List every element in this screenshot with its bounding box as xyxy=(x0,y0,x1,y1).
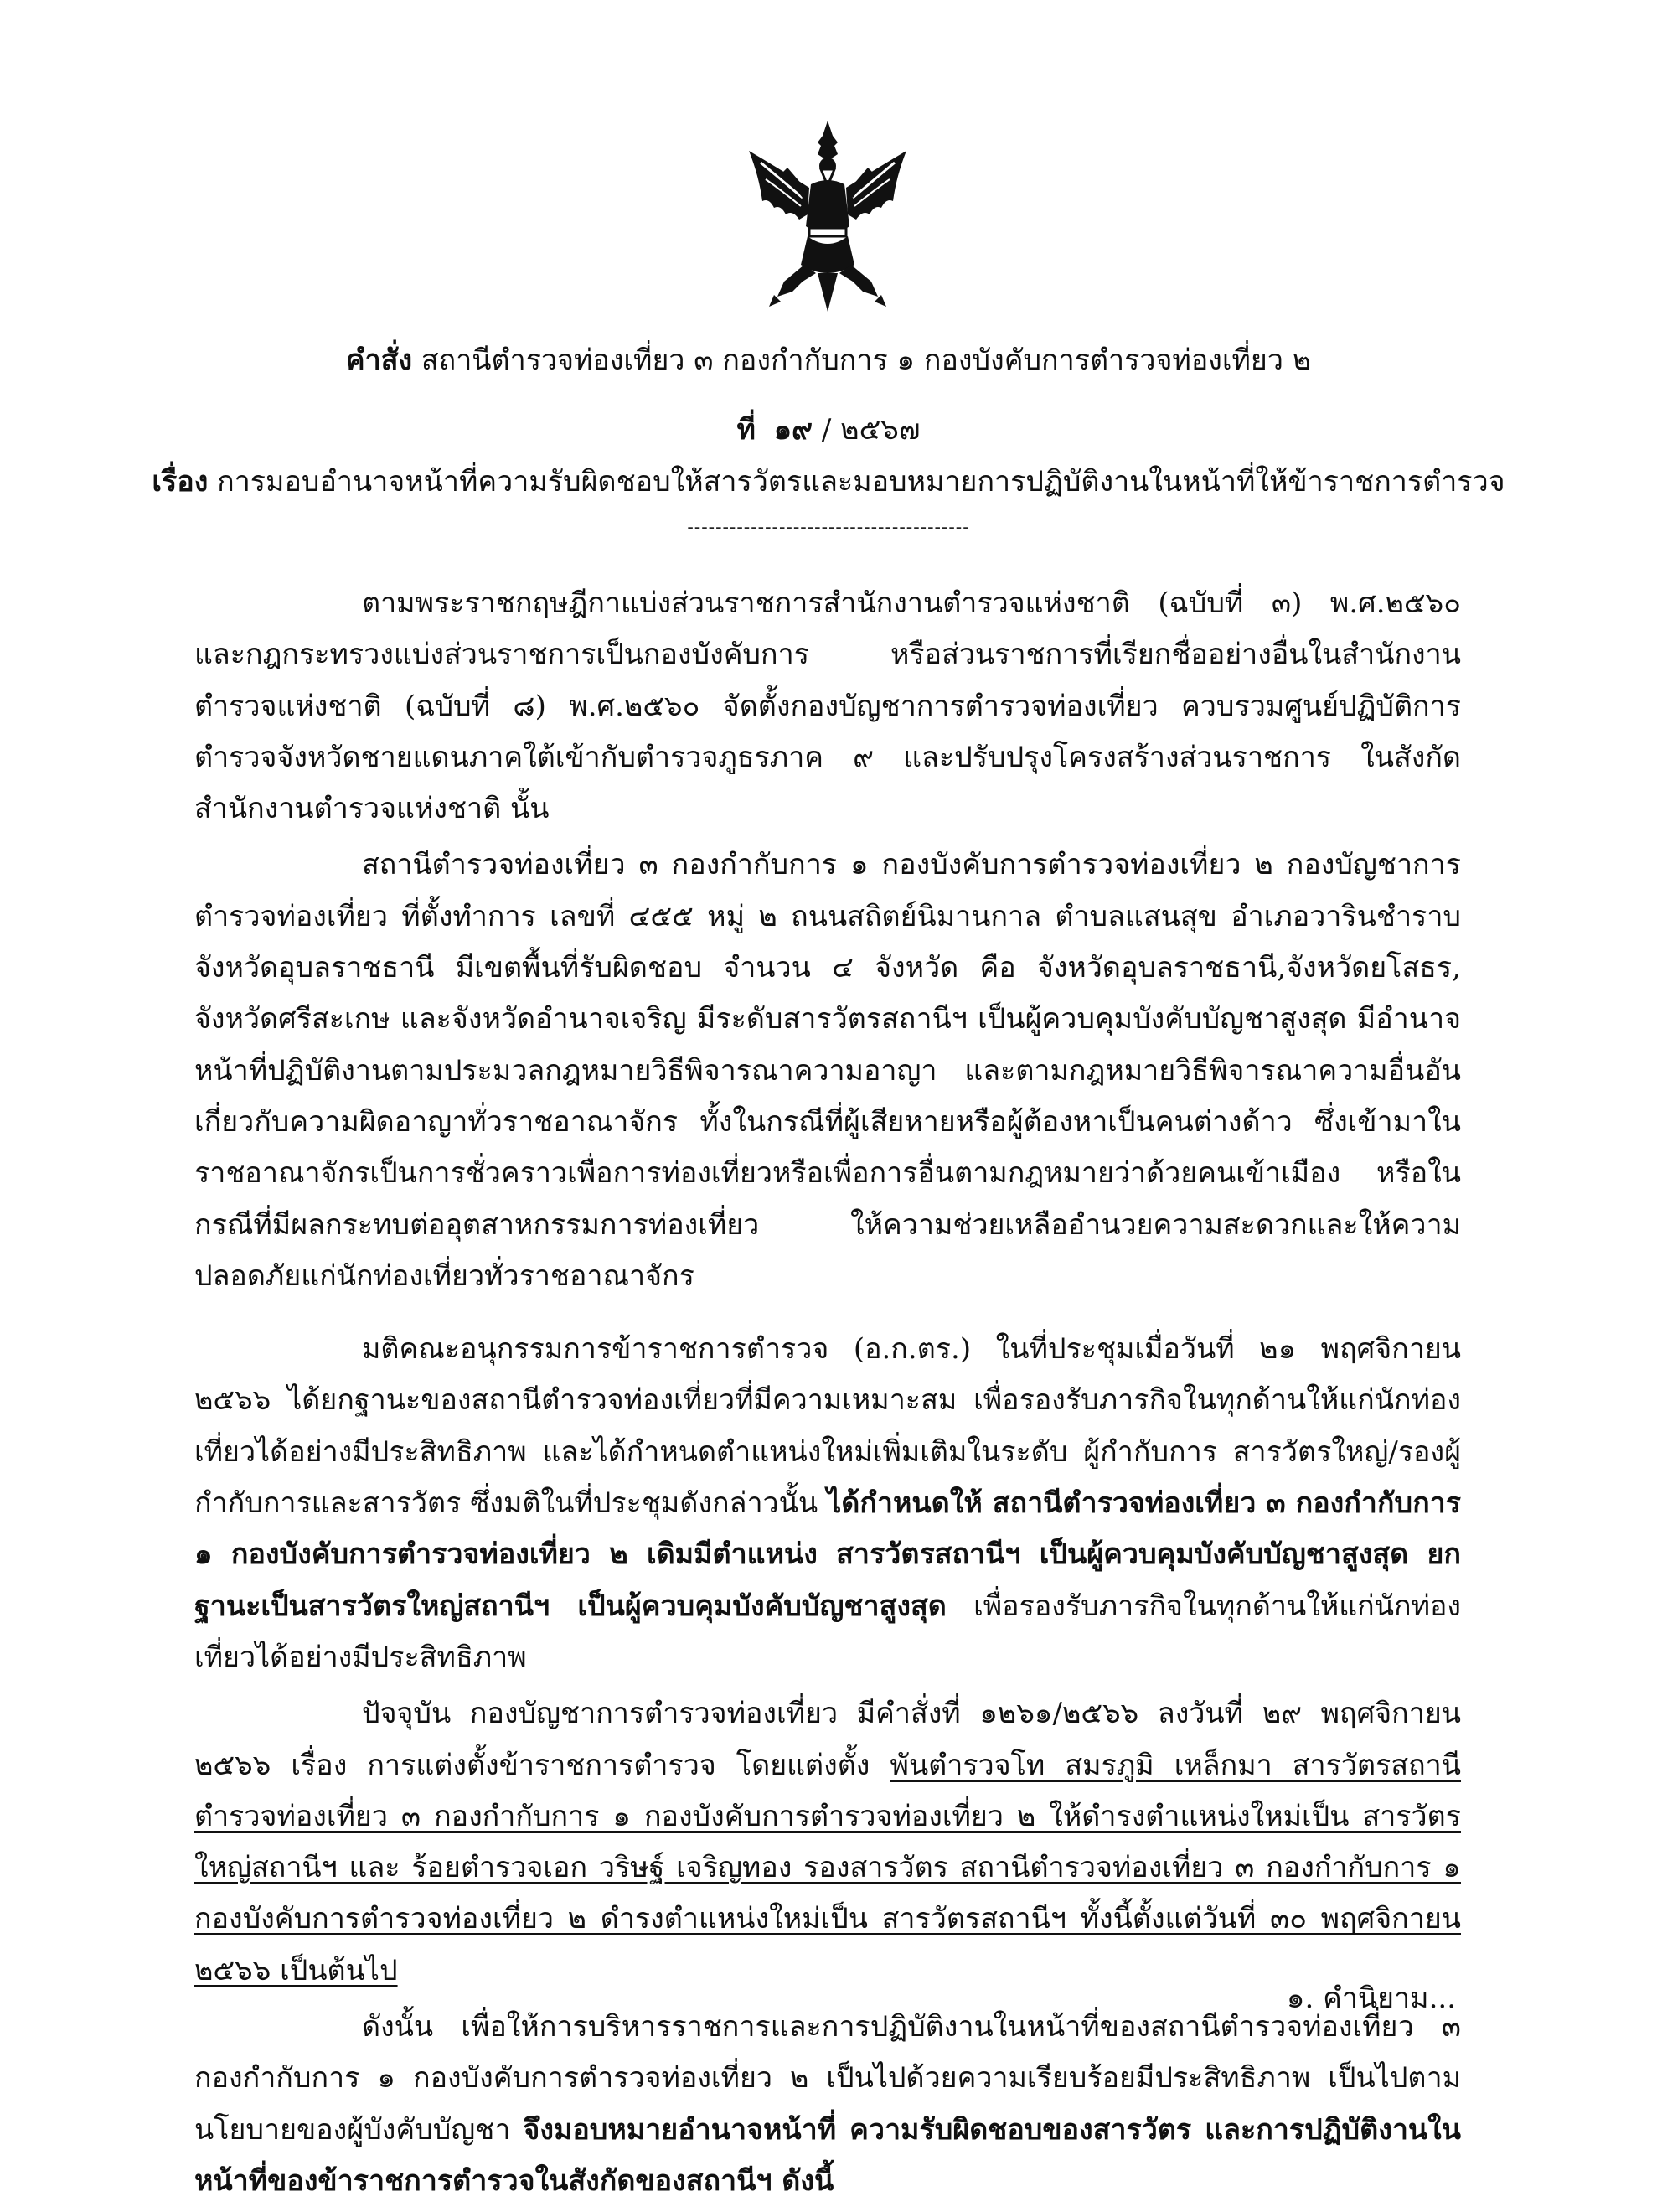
assignment-highlight: จึงมอบหมายอำนาจหน้าที่ ความรับผิดชอบของสารวัตร และการปฏิบัติงานในหน้าที่ของข้าราชการตำรวจในสังกัดของสถานีฯ ดังนี้ xyxy=(194,2112,1461,2198)
order-title xyxy=(0,339,1657,381)
resolution-intro: มติคณะอนุกรรมการข้าราชการตำรวจ (อ.ก.ตร.) ในที่ประชุมเมื่อวันที่ ๒๑ พฤศจิกายน ๒๕๖๖ ได้ยกฐานะของสถานีตำรวจท่องเที่ยวที่มีความเหมาะสม เพื่อรองรับภารกิจในทุกด้านให้แก่นักท่องเที่ยวได้อย่างมีประสิทธิภาพ และได้กำหนดตำแหน่งใหม่เพิ่มเติมในระดับ ผู้กำกับการ สารวัตรใหญ่/รองผู้กำกับการและสารวัตร ซึ่งมติในที่ประชุมดังกล่าวนั้น xyxy=(194,1332,1461,1521)
paragraph-committee-resolution xyxy=(194,1324,1461,1683)
paragraph-legal-basis: ตามพระราชกฤษฎีกาแบ่งส่วนราชการสำนักงานตำรวจแห่งชาติ (ฉบับที่ ๓) พ.ศ.๒๕๖๐ และกฎกระทรวงแบ่งส่วนราชการเป็นกองบังคับการ หรือส่วนราชการที่เรียกชื่ออย่างอื่นในสำนักงานตำรวจแห่งชาติ (ฉบับที่ ๘) พ.ศ.๒๕๖๐ จัดตั้งกองบัญชาการตำรวจท่องเที่ยว ควบรวมศูนย์ปฏิบัติการตำรวจจังหวัดชายแดนภาคใต้เข้ากับตำรวจภูธรภาค ๙ และปรับปรุงโครงสร้างส่วนราชการ ในสังกัด สำนักงานตำรวจแห่งชาติ นั้น xyxy=(194,587,1461,826)
continuation-marker: ๑. คำนิยาม... xyxy=(1286,1982,1456,2015)
appointment-details: พันตำรวจโท สมรภูมิ เหล็กมา สารวัตรสถานีตำรวจท่องเที่ยว ๓ กองกำกับการ ๑ กองบังคับการตำรวจท่องเที่ยว ๒ ให้ดำรงตำแหน่งใหม่เป็น สารวัตรใหญ่สถานีฯ และ ร้อยตำรวจเอก วริษฐ์ เจริญทอง รองสารวัตร สถานีตำรวจท่องเที่ยว ๓ กองกำกับการ ๑ กองบังคับการตำรวจท่องเที่ยว ๒ ดำรงตำแหน่งใหม่เป็น สารวัตรสถานีฯ ทั้งนี้ตั้งแต่วันที่ ๓๐ พฤศจิกายน ๒๕๖๖ เป็นต้นไป xyxy=(194,1748,1462,1987)
resolution-purpose: เพื่อรองรับภารกิจในทุกด้านให้แก่นักท่องเที่ยวได้อย่างมีประสิทธิภาพ xyxy=(194,1589,1462,1674)
order-body xyxy=(194,578,1461,2212)
assignment-intro: ดังนั้น เพื่อให้การบริหารราชการและการปฏิบัติงานในหน้าที่ของสถานีตำรวจท่องเที่ยว ๓ กองกำกับการ ๑ กองบังคับการตำรวจท่องเที่ยว ๒ เป็นไปด้วยความเรียบร้อยมีประสิทธิภาพ เป็นไปตามนโยบายของผู้บังคับบัญชา xyxy=(194,2010,1461,2147)
paragraph-station-duties: สถานีตำรวจท่องเที่ยว ๓ กองกำกับการ ๑ กองบังคับการตำรวจท่องเที่ยว ๒ กองบัญชาการตำรวจท่องเที่ยว ที่ตั้งทำการ เลขที่ ๔๕๕ หมู่ ๒ ถนนสถิตย์นิมานกาล ตำบลแสนสุข อำเภอวารินชำราบ จังหวัดอุบลราชธานี มีเขตพื้นที่รับผิดชอบ จำนวน ๔ จังหวัด คือ จังหวัดอุบลราชธานี,จังหวัดยโสธร, จังหวัดศรีสะเกษ และจังหวัดอำนาจเจริญ มีระดับสารวัตรสถานีฯ เป็นผู้ควบคุมบังคับบัญชาสูงสุด มีอำนาจหน้าที่ปฏิบัติงานตามประมวลกฎหมายวิธีพิจารณาความอาญา และตามกฎหมายวิธีพิจารณาความอื่นอันเกี่ยวกับความผิดอาญาทั่วราชอาณาจักร ทั้งในกรณีที่ผู้เสียหายหรือผู้ต้องหาเป็นคนต่างด้าว ซึ่งเข้ามาในราชอาณาจักรเป็นการชั่วคราวเพื่อการท่องเที่ยวหรือเพื่อการอื่นตามกฎหมายว่าด้วยคนเข้าเมือง หรือในกรณีที่มีผลกระทบต่ออุตสาหกรรมการท่องเที่ยว ให้ความช่วยเหลืออำนวยความสะดวกและให้ความปลอดภัยแก่นักท่องเที่ยวทั่วราชอาณาจักร xyxy=(194,848,1461,1293)
paragraph-assignment xyxy=(194,2002,1461,2207)
resolution-highlight: ได้กำหนดให้ สถานีตำรวจท่องเที่ยว ๓ กองกำกับการ ๑ กองบังคับการตำรวจท่องเที่ยว ๒ เดิมมีตำแหน่ง สารวัตรสถานีฯ เป็นผู้ควบคุมบังคับบัญชาสูงสุด ยกฐานะเป็นสารวัตรใหญ่สถานีฯ เป็นผู้ควบคุมบังคับบัญชาสูงสุด xyxy=(194,1486,1462,1623)
number-separator: / xyxy=(821,413,832,447)
appointment-intro: ปัจจุบัน กองบัญชาการตำรวจท่องเที่ยว มีคำสั่งที่ ๑๒๖๑/๒๕๖๖ ลงวันที่ ๒๙ พฤศจิกายน ๒๕๖๖ เรื่อง การแต่งตั้งข้าราชการตำรวจ โดยแต่งตั้ง xyxy=(194,1697,1461,1782)
issuer-name: สถานีตำรวจท่องเที่ยว ๓ กองกำกับการ ๑ กองบังคับการตำรวจท่องเที่ยว ๒ xyxy=(421,344,1312,377)
subject-label: เรื่อง xyxy=(152,465,209,499)
header-divider: ---------------------------------------- xyxy=(687,517,970,538)
order-label: คำสั่ง xyxy=(345,344,413,377)
number-year: ๒๕๖๗ xyxy=(840,413,921,447)
order-subject xyxy=(0,461,1657,503)
number-value: ๑๙ xyxy=(773,413,813,447)
garuda-emblem-icon xyxy=(744,117,911,315)
paragraph-appointment xyxy=(194,1688,1461,1997)
number-label: ที่ xyxy=(736,413,756,447)
subject-text: การมอบอำนาจหน้าที่ความรับผิดชอบให้สารวัตรและมอบหมายการปฏิบัติงานในหน้าที่ให้ข้าราชการตำรวจ xyxy=(217,465,1505,499)
order-number xyxy=(0,409,1657,451)
